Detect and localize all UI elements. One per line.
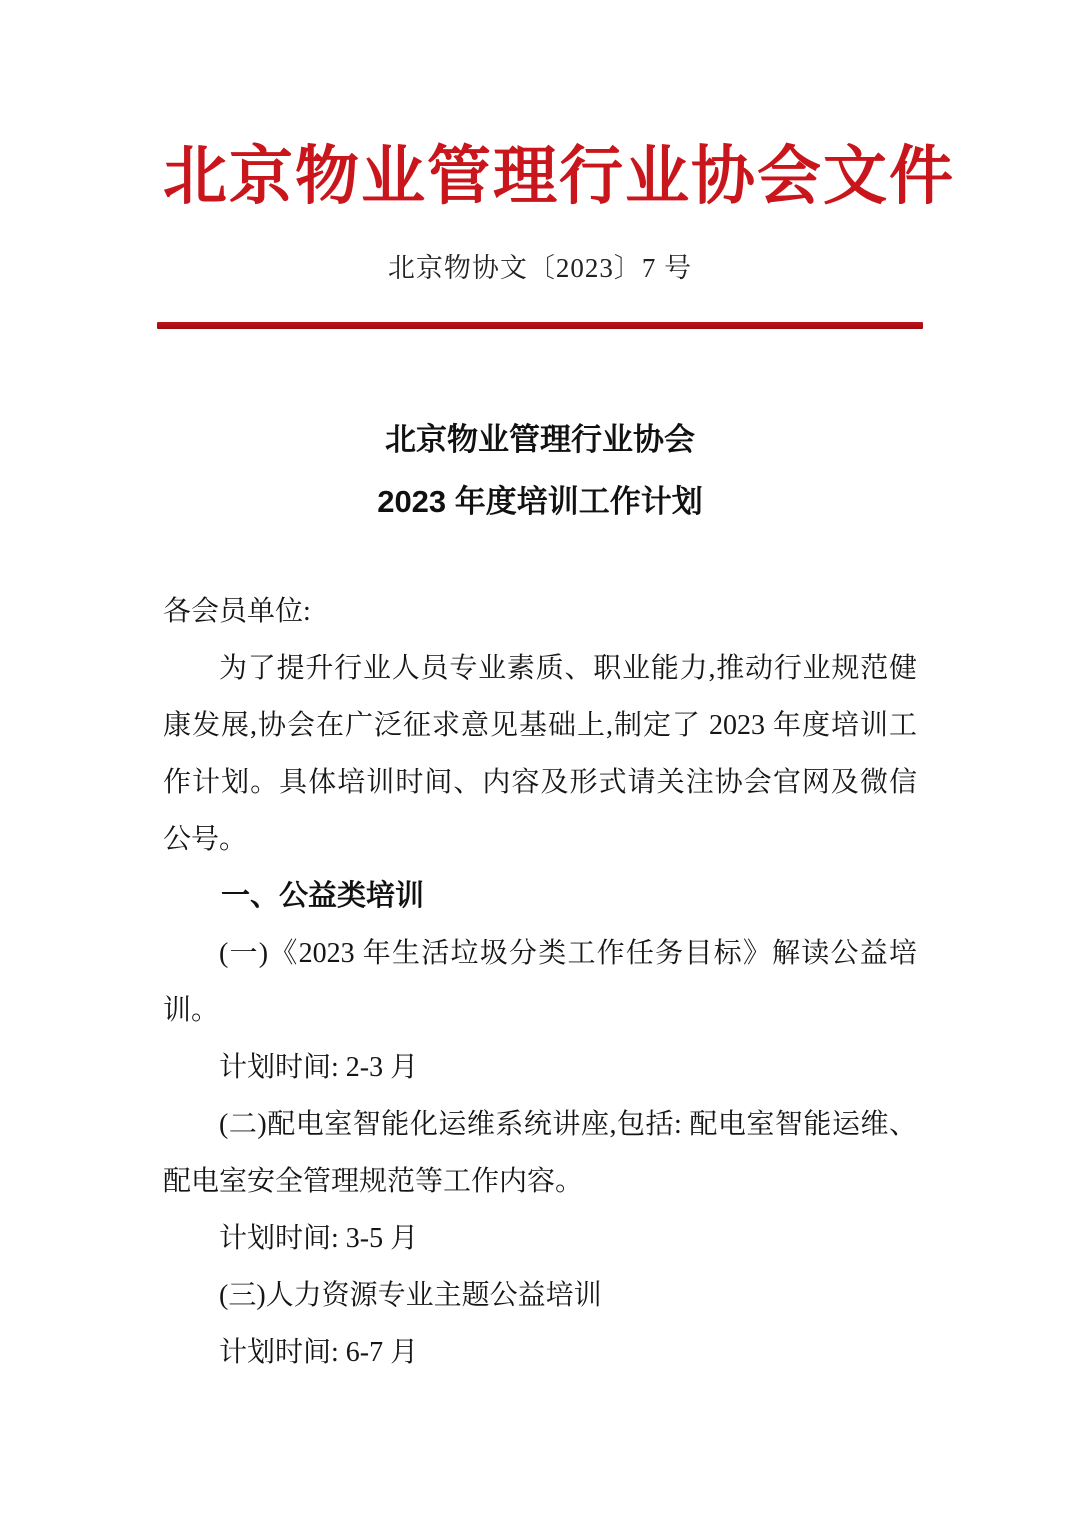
document-title-line1: 北京物业管理行业协会 [385,422,695,457]
training-item-2-schedule: 计划时间: 3-5 月 [219,1223,419,1254]
salutation: 各会员单位: [163,596,311,627]
document-masthead-title: 北京物业管理行业协会文件 [163,141,955,212]
document-number: 北京物协文〔2023〕7 号 [387,253,693,283]
section-1-heading: 一、公益类培训 [221,880,425,912]
document-body [163,583,917,1381]
training-item-3-schedule: 计划时间: 6-7 月 [219,1337,419,1368]
training-item-1: (一)《2023 年生活垃圾分类工作任务目标》解读公益培训。 [163,938,917,1026]
training-item-2: (二)配电室智能化运维系统讲座,包括: 配电室智能运维、配电室安全管理规范等工作内容。 [163,1109,917,1197]
training-item-3: (三)人力资源专业主题公益培训 [219,1280,602,1311]
red-divider-rule [157,322,923,329]
training-item-1-schedule: 计划时间: 2-3 月 [219,1052,419,1083]
intro-paragraph: 为了提升行业人员专业素质、职业能力,推动行业规范健康发展,协会在广泛征求意见基础上,制定了 2023 年度培训工作计划。具体培训时间、内容及形式请关注协会官网及微信公号。 [163,653,917,855]
document-title-line2: 2023 年度培训工作计划 [377,484,703,519]
document-title [163,409,917,533]
